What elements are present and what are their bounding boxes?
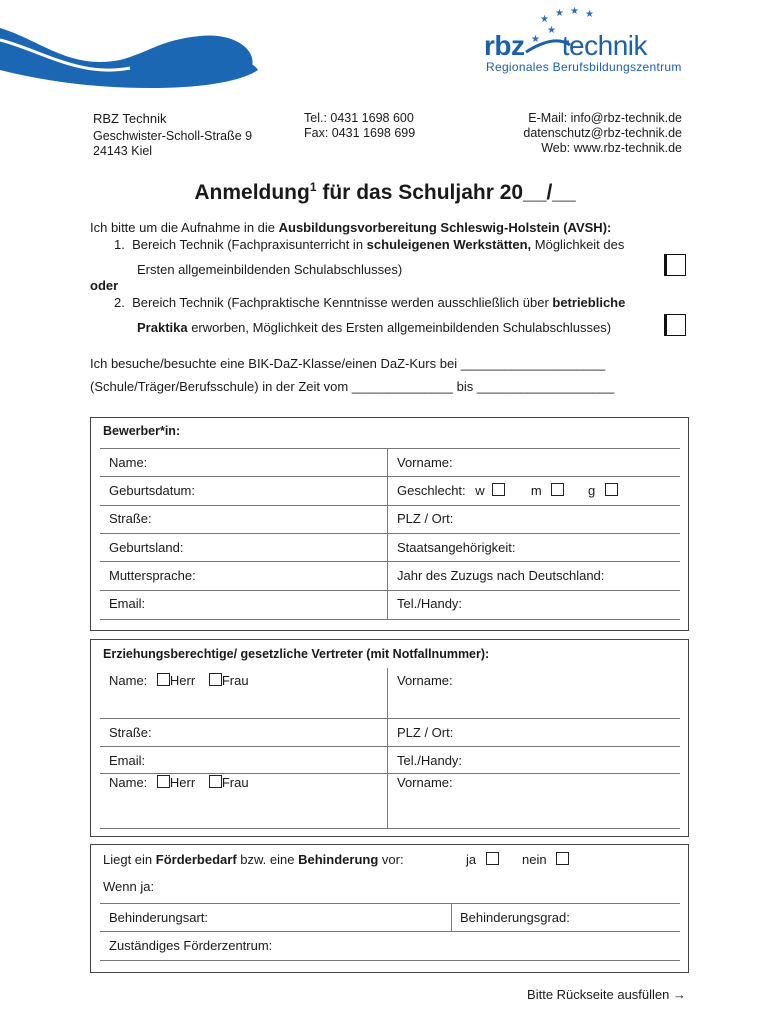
row-line — [100, 505, 680, 506]
page-title: Anmeldung$^1$ für das Schuljahr 20__/__ — [194, 180, 576, 204]
applicant-mothertongue-field[interactable]: Muttersprache: — [109, 568, 196, 583]
guardian-zip-city-field[interactable]: PLZ / Ort: — [397, 725, 454, 740]
logo-brand-suffix: technik — [561, 30, 647, 61]
wave-shape — [0, 28, 258, 88]
support-center-field[interactable]: Zuständiges Förderzentrum: — [109, 938, 273, 953]
applicant-street-field[interactable]: Straße: — [109, 511, 152, 526]
applicant-zip-city-field[interactable]: PLZ / Ort: — [397, 511, 454, 526]
guardian2-frau-checkbox[interactable] — [209, 775, 222, 788]
row-line — [100, 960, 680, 961]
support-no-checkbox[interactable] — [556, 852, 569, 865]
applicant-firstname-field[interactable]: Vorname: — [397, 455, 453, 470]
org-privacy-email: datenschutz@rbz-technik.de — [523, 126, 682, 140]
support-no-option: nein — [522, 852, 569, 867]
support-question: Liegt ein Förderbedarf bzw. eine Behinderung vor: — [103, 852, 404, 867]
guardian-section — [90, 639, 689, 837]
gender-w-checkbox[interactable] — [492, 483, 505, 496]
org-email: E-Mail: info@rbz-technik.de — [528, 111, 682, 125]
support-ifyes-label: Wenn ja: — [103, 879, 155, 894]
row-line — [100, 533, 680, 534]
row-line — [100, 773, 680, 774]
option-1-line2: Ersten allgemeinbildenden Schulabschlusses) — [137, 262, 403, 277]
address-org-block — [93, 111, 252, 159]
logo-wordmark — [484, 30, 647, 62]
row-line — [100, 476, 680, 477]
org-phone: Tel.: 0431 1698 600 — [304, 111, 414, 125]
applicant-section — [90, 417, 689, 631]
org-city: 24143 Kiel — [93, 144, 153, 158]
gender-g-checkbox[interactable] — [605, 483, 618, 496]
address-phone-block — [304, 111, 415, 141]
guardian-email-field[interactable]: Email: — [109, 753, 146, 768]
support-divider — [451, 903, 452, 931]
svg-text:★: ★ — [585, 9, 594, 20]
logo-brand: rbz — [484, 30, 525, 61]
svg-text:★: ★ — [555, 8, 564, 19]
guardian1-name-field[interactable]: Name: Herr Frau — [109, 673, 249, 688]
org-name: RBZ Technik — [93, 111, 167, 126]
guardian1-frau-checkbox[interactable] — [209, 673, 222, 686]
svg-text:★: ★ — [531, 34, 540, 45]
address-contact-block — [523, 111, 682, 156]
applicant-divider — [387, 448, 388, 620]
applicant-nationality-field[interactable]: Staatsangehörigkeit: — [397, 540, 516, 555]
option-2-line1: 2. Bereich Technik (Fachpraktische Kenntnisse werden ausschließlich über betriebliche — [114, 295, 626, 310]
applicant-email-field[interactable]: Email: — [109, 596, 146, 611]
guardian-street-field[interactable]: Straße: — [109, 725, 152, 740]
guardian-divider — [387, 668, 388, 828]
applicant-arrival-year-field[interactable]: Jahr des Zuzugs nach Deutschland: — [397, 568, 605, 583]
row-line — [100, 590, 680, 591]
applicant-birthcountry-field[interactable]: Geburtsland: — [109, 540, 184, 555]
guardian-phone-field[interactable]: Tel./Handy: — [397, 753, 463, 768]
applicant-name-field[interactable]: Name: — [109, 455, 148, 470]
applicant-birthdate-field[interactable]: Geburtsdatum: — [109, 483, 195, 498]
oder-label: oder — [90, 278, 119, 293]
svg-text:★: ★ — [547, 25, 556, 36]
row-line — [100, 448, 680, 449]
row-line — [100, 746, 680, 747]
applicant-heading: Bewerber*in: — [103, 424, 181, 438]
header-wave-logo — [0, 0, 770, 100]
guardian-heading: Erziehungsberechtige/ gesetzliche Vertreter (mit Notfallnummer): — [103, 647, 490, 661]
org-fax: Fax: 0431 1698 699 — [304, 126, 416, 140]
svg-text:★: ★ — [570, 6, 579, 17]
row-line — [100, 931, 680, 932]
option-1-checkbox[interactable] — [664, 254, 686, 276]
daz-line-1[interactable]: Ich besuche/besuchte eine BIK-DaZ-Klasse/einen DaZ-Kurs bei ____________________ — [90, 356, 606, 371]
option-1-line1: 1. Bereich Technik (Fachpraxisunterricht in schuleigenen Werkstätten, Möglichkeit des — [114, 237, 625, 252]
org-street: Geschwister-Scholl-Straße 9 — [93, 129, 253, 143]
gender-m-checkbox[interactable] — [551, 483, 564, 496]
intro-line: Ich bitte um die Aufnahme in die Ausbildungsvorbereitung Schleswig-Holstein (AVSH): — [90, 220, 612, 235]
logo-subtitle: Regionales Berufsbildungszentrum — [486, 60, 682, 74]
row-line — [100, 561, 680, 562]
applicant-phone-field[interactable]: Tel./Handy: — [397, 596, 463, 611]
row-line — [100, 619, 680, 620]
next-page-hint: Bitte Rückseite ausfüllen → — [527, 987, 686, 1002]
guardian2-name-field[interactable]: Name: Herr Frau — [109, 775, 249, 790]
svg-text:★: ★ — [540, 14, 549, 25]
row-line — [100, 903, 680, 904]
option-2-line2: Praktika erworben, Möglichkeit des Ersten allgemeinbildenden Schulabschlusses) — [137, 320, 612, 335]
support-yes-option: ja — [466, 852, 499, 867]
guardian2-firstname-field[interactable]: Vorname: — [397, 775, 453, 790]
guardian1-herr-checkbox[interactable] — [157, 673, 170, 686]
row-line — [100, 828, 680, 829]
applicant-gender-group: Geschlecht: w m g — [397, 483, 618, 498]
guardian1-firstname-field[interactable]: Vorname: — [397, 673, 453, 688]
org-web: Web: www.rbz-technik.de — [541, 141, 682, 155]
disability-degree-field[interactable]: Behinderungsgrad: — [460, 910, 570, 925]
support-yes-checkbox[interactable] — [486, 852, 499, 865]
row-line — [100, 718, 680, 719]
guardian2-herr-checkbox[interactable] — [157, 775, 170, 788]
daz-line-2[interactable]: (Schule/Träger/Berufsschule) in der Zeit vom ______________ bis ___________________ — [90, 379, 615, 394]
disability-type-field[interactable]: Behinderungsart: — [109, 910, 209, 925]
option-2-checkbox[interactable] — [664, 314, 686, 336]
